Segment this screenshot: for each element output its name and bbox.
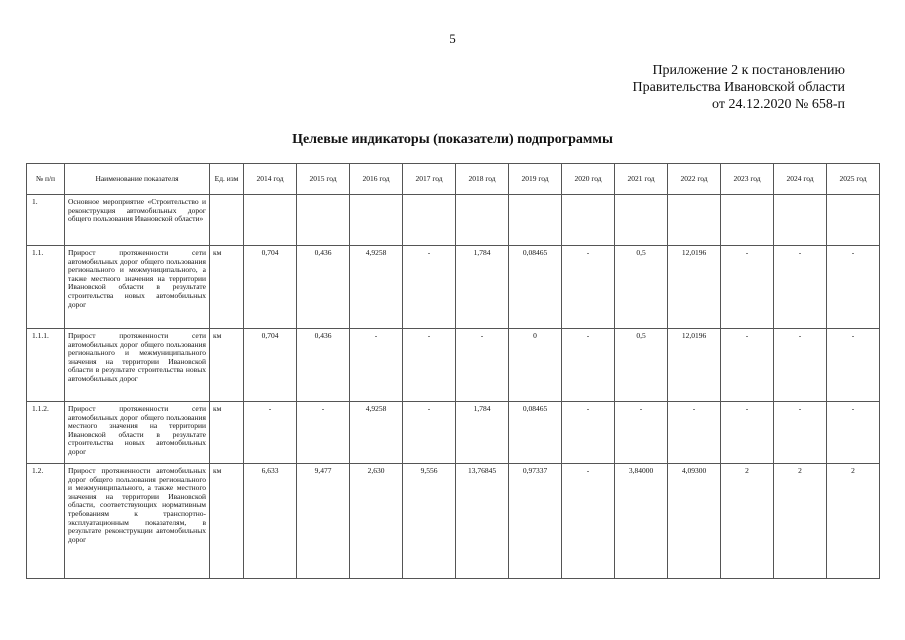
value-cell: 4,9258 xyxy=(350,246,403,329)
table-row xyxy=(27,329,880,402)
value-cell: 3,84000 xyxy=(615,464,668,579)
page-number: 5 xyxy=(449,31,456,46)
value-cell: - xyxy=(562,246,615,329)
header-unit: Ед. изм xyxy=(210,164,244,195)
unit-cell: км xyxy=(210,246,244,329)
header-year: 2020 год xyxy=(562,164,615,195)
value-cell: 9,477 xyxy=(297,464,350,579)
appendix-line-1: Приложение 2 к постановлению xyxy=(652,63,845,78)
value-cell: - xyxy=(721,329,774,402)
value-cell: 0,704 xyxy=(244,246,297,329)
value-cell: - xyxy=(456,329,509,402)
appendix-line-3: от 24.12.2020 № 658-п xyxy=(712,97,845,112)
appendix-line-2: Правительства Ивановской области xyxy=(632,80,845,95)
value-cell: 0 xyxy=(509,329,562,402)
indicator-name: Прирост протяженности автомобильных дорог общего пользования регионального и межмуниципального, а также местного значения на территории Ивановской области, соответствующих нормативным требованиям к транспортно-эксплуатационным показателям, в результате реконструкции автомобильных дорог xyxy=(65,464,210,579)
value-cell: 1,784 xyxy=(456,402,509,464)
value-cell: - xyxy=(403,402,456,464)
row-number: 1.1. xyxy=(27,246,65,329)
table-row xyxy=(27,402,880,464)
indicator-name: Прирост протяженности сети автомобильных дорог общего пользования местного значения на территории Ивановской области в результате строительства новых автомобильных дорог xyxy=(65,402,210,464)
header-year: 2015 год xyxy=(297,164,350,195)
row-number: 1.2. xyxy=(27,464,65,579)
value-cell: 0,436 xyxy=(297,329,350,402)
value-cell: - xyxy=(827,329,880,402)
unit-cell: км xyxy=(210,402,244,464)
row-number: 1. xyxy=(27,195,65,246)
value-cell: 2 xyxy=(827,464,880,579)
value-cell: - xyxy=(244,402,297,464)
header-year: 2025 год xyxy=(827,164,880,195)
header-year: 2019 год xyxy=(509,164,562,195)
value-cell: 4,9258 xyxy=(350,402,403,464)
header-year: 2024 год xyxy=(774,164,827,195)
value-cell xyxy=(721,195,774,246)
value-cell xyxy=(615,195,668,246)
value-cell: 0,704 xyxy=(244,329,297,402)
value-cell: - xyxy=(774,329,827,402)
value-cell: 0,436 xyxy=(297,246,350,329)
header-year: 2018 год xyxy=(456,164,509,195)
value-cell xyxy=(509,195,562,246)
table-header-row xyxy=(27,164,880,195)
header-year: 2022 год xyxy=(668,164,721,195)
value-cell xyxy=(668,195,721,246)
value-cell: 0,08465 xyxy=(509,246,562,329)
header-year: 2016 год xyxy=(350,164,403,195)
value-cell xyxy=(297,195,350,246)
value-cell: 0,08465 xyxy=(509,402,562,464)
value-cell: - xyxy=(297,402,350,464)
header-year: 2021 год xyxy=(615,164,668,195)
value-cell: - xyxy=(403,246,456,329)
value-cell: - xyxy=(562,329,615,402)
indicators-table xyxy=(26,163,880,579)
indicator-name: Прирост протяженности сети автомобильных дорог общего пользования регионального и межмуниципального, а также местного значения на территории Ивановской области в результате строительства новых автомобильных дорог xyxy=(65,246,210,329)
value-cell: - xyxy=(562,402,615,464)
value-cell: 12,0196 xyxy=(668,246,721,329)
unit-cell xyxy=(210,195,244,246)
value-cell xyxy=(827,195,880,246)
value-cell: 9,556 xyxy=(403,464,456,579)
value-cell: 2,630 xyxy=(350,464,403,579)
value-cell: 2 xyxy=(774,464,827,579)
value-cell: 0,97337 xyxy=(509,464,562,579)
indicator-name: Основное мероприятие «Строительство и реконструкция автомобильных дорог общего пользования Ивановской области» xyxy=(65,195,210,246)
value-cell: 2 xyxy=(721,464,774,579)
value-cell: 0,5 xyxy=(615,329,668,402)
value-cell: 0,5 xyxy=(615,246,668,329)
indicator-name: Прирост протяженности сети автомобильных дорог общего пользования регионального и межмуниципального значения на территории Ивановской области в результате строительства новых автомобильных дорог xyxy=(65,329,210,402)
value-cell: 12,0196 xyxy=(668,329,721,402)
value-cell: - xyxy=(615,402,668,464)
header-year: 2023 год xyxy=(721,164,774,195)
table-row xyxy=(27,464,880,579)
value-cell xyxy=(403,195,456,246)
header-num: № п/п xyxy=(27,164,65,195)
value-cell: 13,76845 xyxy=(456,464,509,579)
unit-cell: км xyxy=(210,464,244,579)
value-cell: - xyxy=(827,402,880,464)
unit-cell: км xyxy=(210,329,244,402)
value-cell: - xyxy=(403,329,456,402)
value-cell: - xyxy=(774,402,827,464)
document-title: Целевые индикаторы (показатели) подпрограммы xyxy=(292,132,613,147)
value-cell: - xyxy=(827,246,880,329)
appendix-reference xyxy=(633,62,845,113)
value-cell: 6,633 xyxy=(244,464,297,579)
value-cell xyxy=(244,195,297,246)
row-number: 1.1.2. xyxy=(27,402,65,464)
row-number: 1.1.1. xyxy=(27,329,65,402)
value-cell: - xyxy=(774,246,827,329)
value-cell xyxy=(350,195,403,246)
value-cell: - xyxy=(721,402,774,464)
value-cell: 4,09300 xyxy=(668,464,721,579)
value-cell: - xyxy=(562,464,615,579)
header-year: 2017 год xyxy=(403,164,456,195)
value-cell: - xyxy=(668,402,721,464)
table-row xyxy=(27,195,880,246)
value-cell: - xyxy=(350,329,403,402)
value-cell xyxy=(774,195,827,246)
table-row xyxy=(27,246,880,329)
value-cell xyxy=(456,195,509,246)
value-cell: 1,784 xyxy=(456,246,509,329)
header-name: Наименование показателя xyxy=(65,164,210,195)
value-cell xyxy=(562,195,615,246)
value-cell: - xyxy=(721,246,774,329)
header-year: 2014 год xyxy=(244,164,297,195)
